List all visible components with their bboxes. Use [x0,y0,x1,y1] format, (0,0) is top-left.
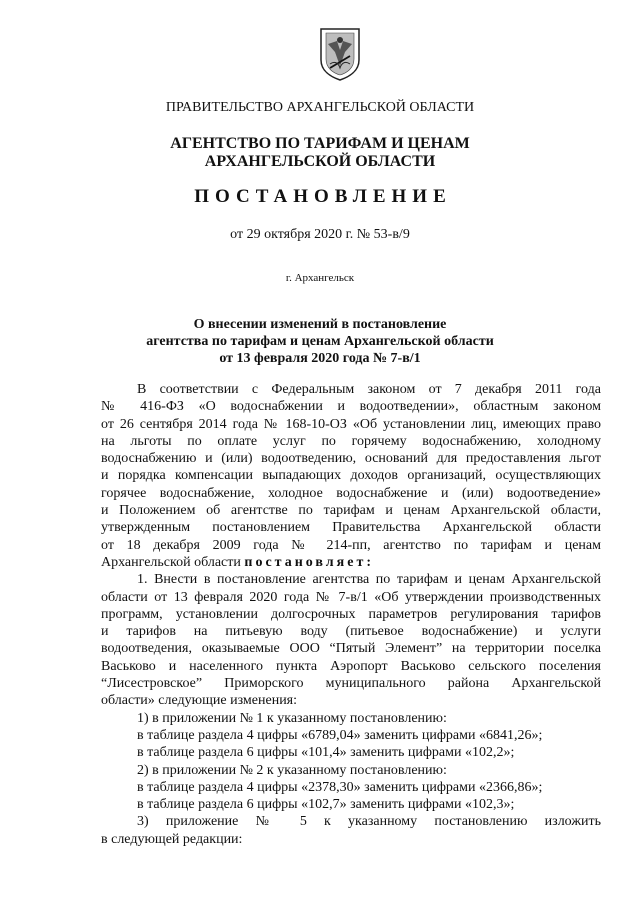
body-line: Васьково и населенного пункта Аэропорт Васьково сельского поселения [101,658,601,674]
body-line-text: Архангельской области [101,554,245,570]
body-line: “Лисестровское” Приморского муниципального района Архангельской [101,676,601,692]
body-line: 1) в приложении № 1 к указанному постановлению: [137,710,447,726]
body-line: 3) приложение № 5 к указанному постановлению изложить [137,814,601,830]
body-line: в следующей редакции: [101,831,243,847]
body-line: утвержденным постановлением Правительства Архангельской области [101,520,601,536]
body-line: в таблице раздела 4 цифры «2378,30» заменить цифрами «2366,86»; [137,779,543,795]
document-type-heading: ПОСТАНОВЛЕНИЕ [194,186,452,207]
body-line: в таблице раздела 4 цифры «6789,04» заменить цифрами «6841,26»; [137,727,543,743]
resolves-keyword: постановляет: [244,554,374,570]
date-and-number: от 29 октября 2020 г. № 53-в/9 [230,227,410,242]
agency-title [0,135,640,171]
coat-of-arms-emblem [318,26,362,82]
body-line [101,554,601,571]
body-line: программ, установлении долгосрочных параметров регулирования тарифов [101,606,601,622]
subject-line-3: от 13 февраля 2020 года № 7-в/1 [219,351,421,366]
body-line: от 18 декабря 2009 года № 214-пп, агентство по тарифам и ценам [101,537,601,553]
body-line: 2) в приложении № 2 к указанному постановлению: [137,762,447,778]
body-line: области от 13 февраля 2020 года № 7-в/1 «Об утверждении производственных [101,589,601,605]
body-line: № 416-ФЗ «О водоснабжении и водоотведении», областным законом [101,399,601,415]
body-line: от 26 сентября 2014 года № 168-10-ОЗ «Об установлении лиц, имеющих право [101,416,601,432]
body-line: водоотведения, оказываемые ООО “Пятый Элемент” на территории поселка [101,641,601,657]
subject-line-2: агентства по тарифам и ценам Архангельской области [146,334,494,349]
government-title: ПРАВИТЕЛЬСТВО АРХАНГЕЛЬСКОЙ ОБЛАСТИ [165,100,475,115]
body-line: на льготы по оплате услуг по горячему водоснабжению, холодному [101,433,601,449]
body-line: В соответствии с Федеральным законом от 7 декабря 2011 года [137,382,601,397]
body-line: горячее водоснабжение, холодное водоснабжение и (или) водоотведение» [101,485,601,501]
body-line: в таблице раздела 6 цифры «102,7» заменить цифрами «102,3»; [137,797,515,813]
agency-title-line-2: АРХАНГЕЛЬСКОЙ ОБЛАСТИ [204,153,436,170]
city-name: г. Архангельск [285,272,355,284]
document-body [101,381,601,848]
body-line: и порядка компенсации выпадающих доходов организаций, осуществляющих [101,468,601,484]
body-line: водоснабжению и (или) водоотведению, оснований для предоставления льгот [101,451,601,467]
body-line: и тарифов на питьевую воду (питьевое водоснабжение) и услуги [101,624,601,640]
subject-line-1: О внесении изменений в постановление [193,317,447,332]
body-line: области» следующие изменения: [101,693,298,709]
agency-title-line-1: АГЕНТСТВО ПО ТАРИФАМ И ЦЕНАМ [170,135,470,152]
body-line: в таблице раздела 6 цифры «101,4» заменить цифрами «102,2»; [137,745,515,761]
body-line: и Положением об агентстве по тарифам и ценам Архангельской области, [101,503,601,519]
document-subject [0,316,640,367]
body-line: 1. Внести в постановление агентства по тарифам и ценам Архангельской [137,572,601,588]
